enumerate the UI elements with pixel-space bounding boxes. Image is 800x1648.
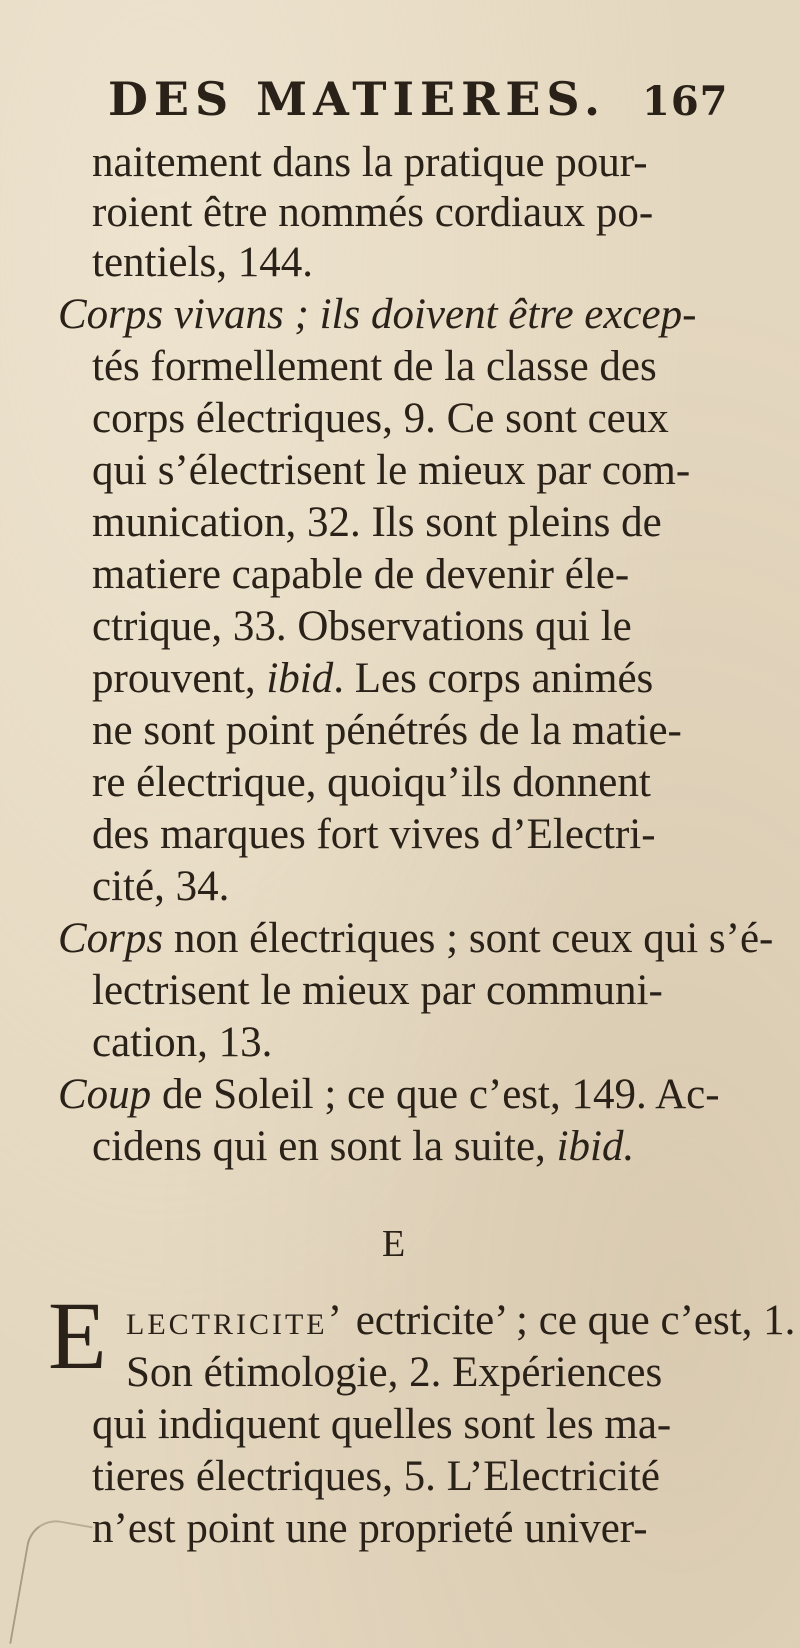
text-line: naitement dans la pratique pour- [92,139,648,186]
ibid-reference: ibid. [556,1123,635,1170]
text-line: ne sont point pénétrés de la matie- [92,707,682,754]
text-line: tieres électriques, 5. L’Electricité [92,1453,660,1500]
text-line: cation, 13. [92,1019,273,1066]
section-heading-letter: E [382,1223,406,1265]
text-line: qui s’électrisent le mieux par com- [92,447,691,494]
entry-head: Coup [58,1071,152,1118]
text-line: re électrique, quoiqu’ils donnent [92,759,651,806]
text-line: cité, 34. [92,863,230,910]
index-entry-corps-vivans [58,290,696,340]
text-line: corps électriques, 9. Ce sont ceux [92,395,669,442]
entry-text: non électriques ; sont ceux qui s’é- [173,915,774,962]
page-number: 167 [642,78,729,125]
running-title: DES MATIERES. [108,72,606,126]
entry-head: Corps [58,291,164,338]
text-line [92,1122,634,1172]
text-line: ctrique, 33. Observations qui le [92,603,632,650]
text-line: des marques fort vives d’Electri- [92,811,656,858]
entry-head-smallcaps: lectricite’ [126,1297,345,1344]
text-line: n’est point une proprieté univer- [92,1505,648,1552]
index-entry-coup-de-soleil [58,1070,720,1120]
page-stain [9,1516,93,1648]
entry-text: de Soleil ; ce que c’est, 149. Ac- [161,1071,720,1118]
ibid-reference: ibid [266,655,334,702]
text-line: lectrisent le mieux par communi- [92,967,663,1014]
entry-head: Corps [58,915,164,962]
text-line: qui indiquent quelles sont les ma- [92,1401,672,1448]
text-line: tentiels, 144. [92,239,313,286]
text-line: matiere capable de devenir éle- [92,551,630,598]
entry-text: vivans ; ils doivent être excep- [173,291,697,338]
text-line: Son étimologie, 2. Expériences [126,1349,663,1396]
running-header [108,72,729,126]
entry-text: ectricite’ ; ce que c’est, 1. [355,1297,796,1344]
drop-cap: E [48,1282,107,1389]
text-line: roient être nommés cordiaux po- [92,189,654,236]
text-fragment: prouvent, [92,655,267,702]
text-fragment: cidens qui en sont la suite, [92,1123,557,1170]
text-line [126,1296,795,1346]
text-fragment: . Les corps animés [333,655,654,702]
text-line: munication, 32. Ils sont pleins de [92,499,662,546]
text-line [92,654,653,704]
index-entry-corps-non-electriques [58,914,773,964]
text-line: tés formellement de la classe des [92,343,657,390]
